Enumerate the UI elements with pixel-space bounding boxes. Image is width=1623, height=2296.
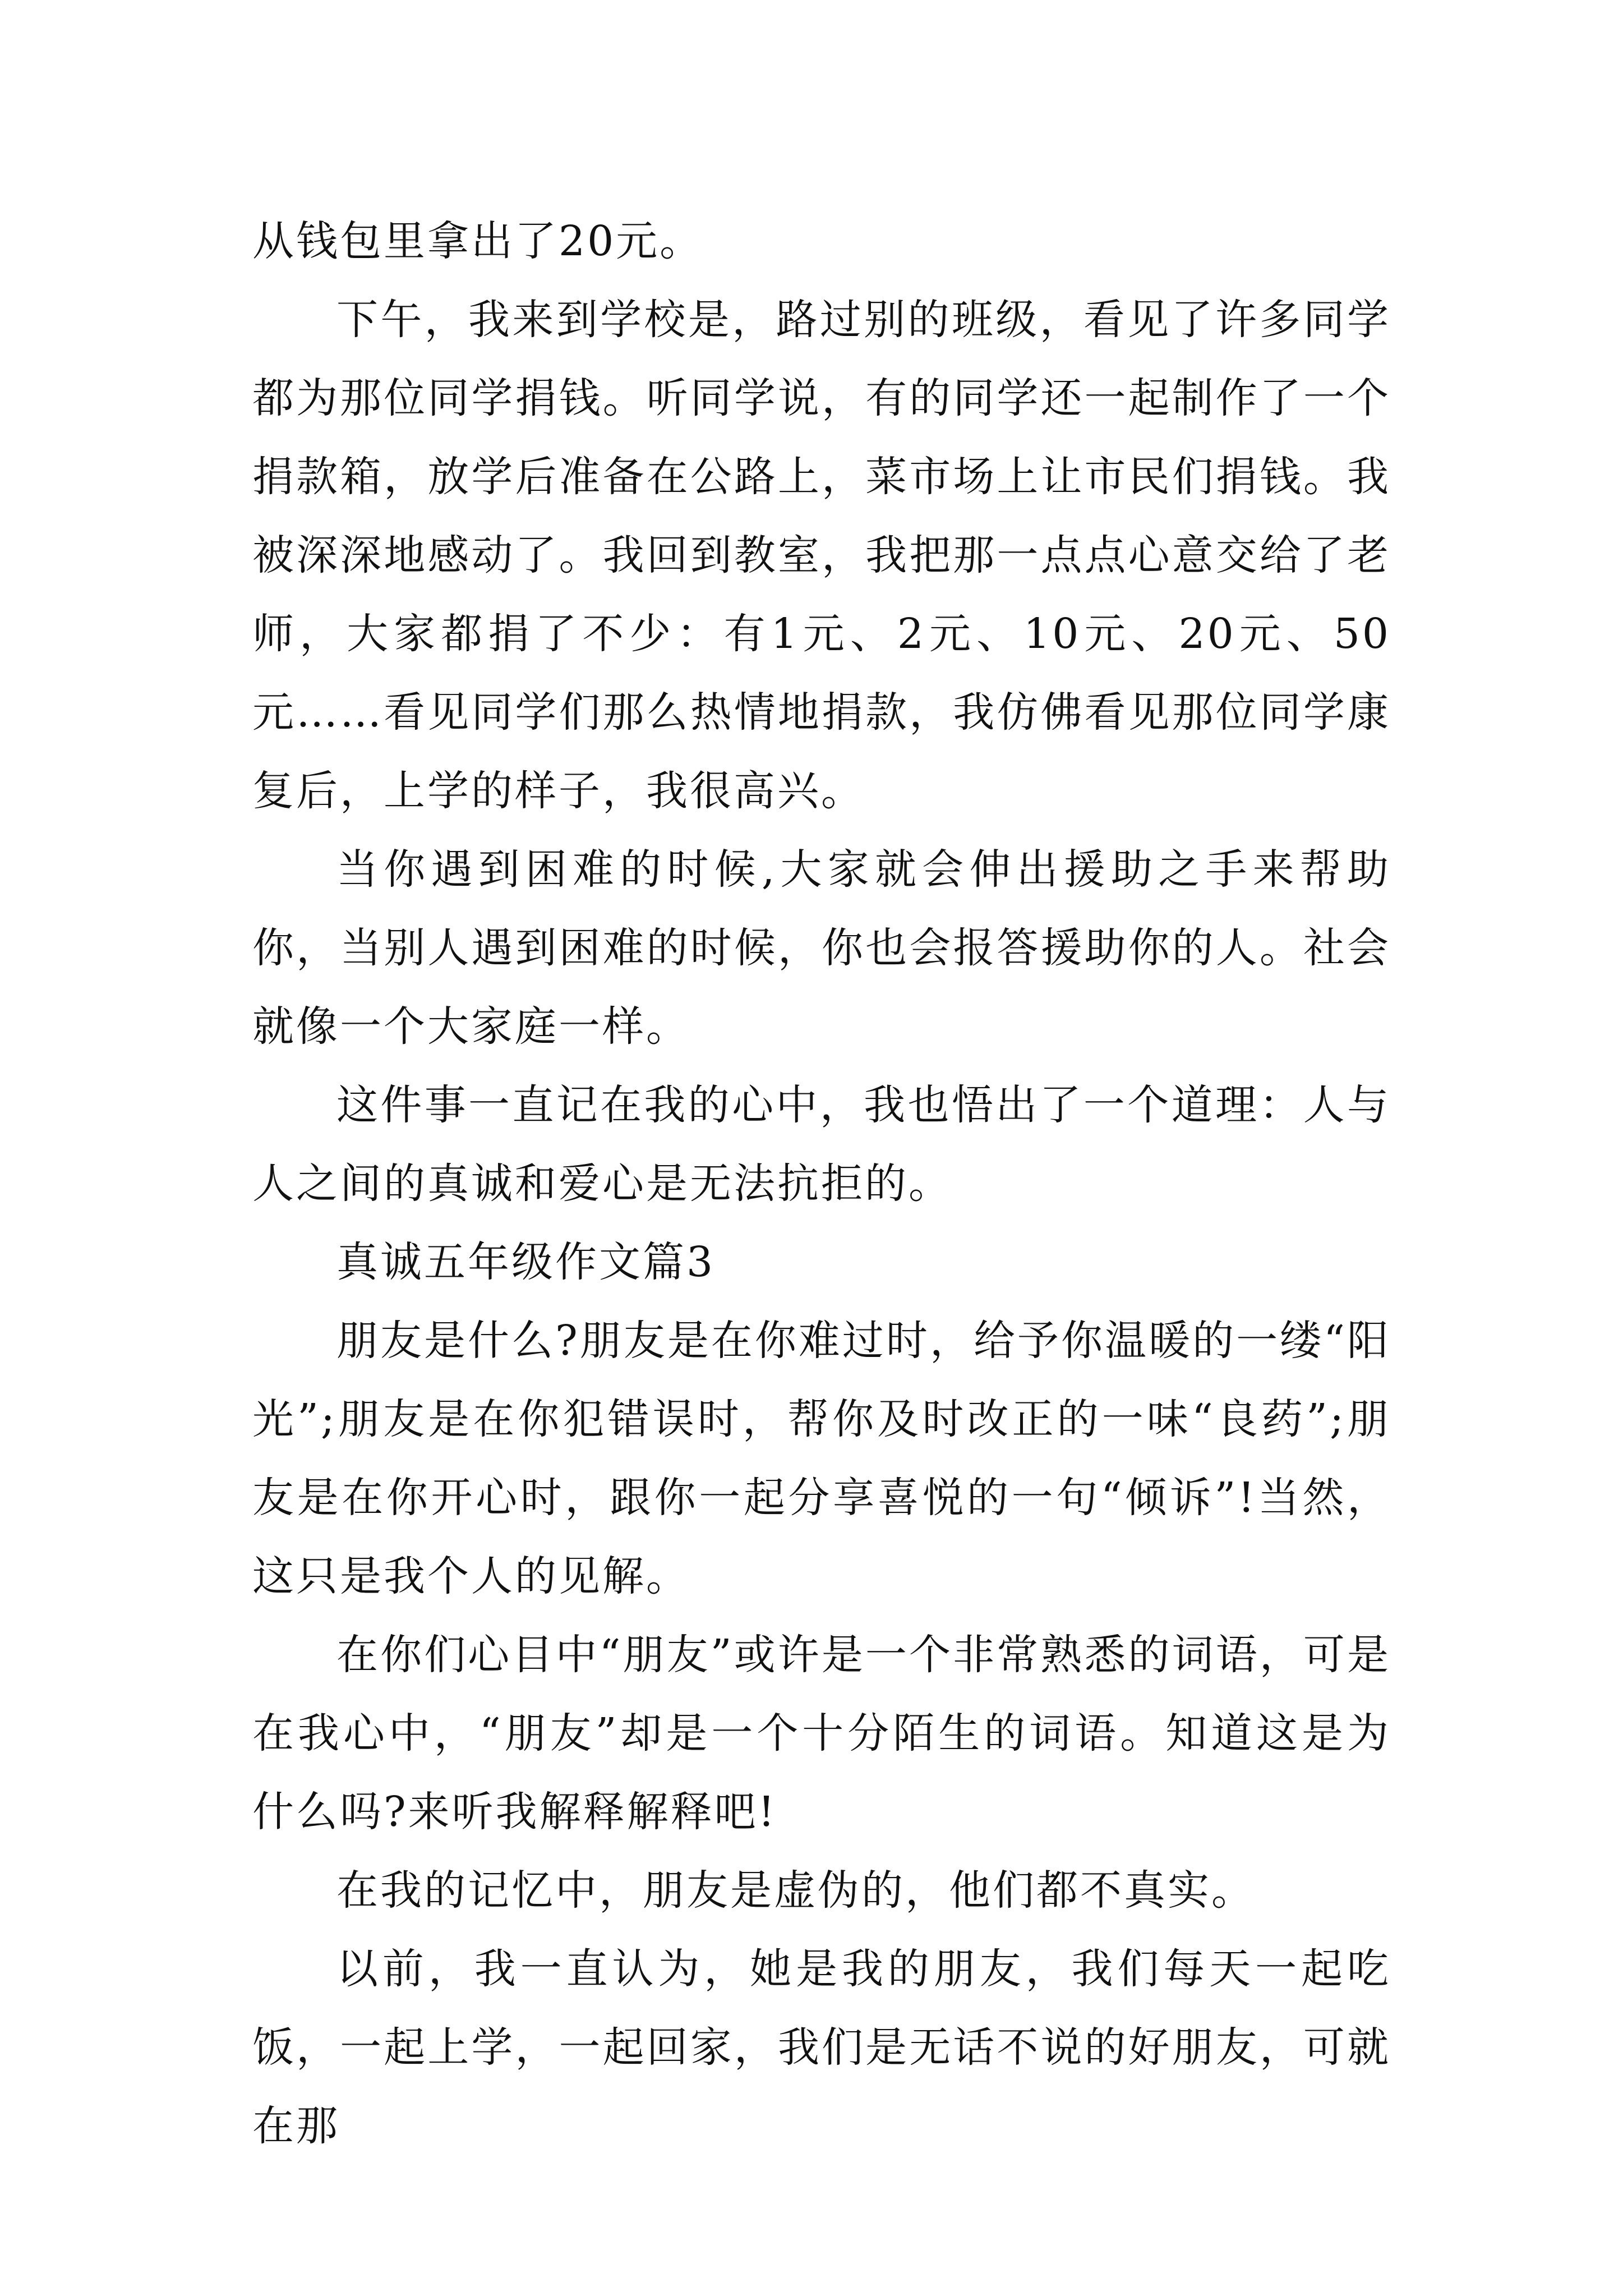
paragraph-3: 当你遇到困难的时候,大家就会伸出援助之手来帮助你，当别人遇到困难的时候，你也会报答援助你的人。社会就像一个大家庭一样。 [252, 845, 1391, 1051]
paragraph-1: 从钱包里拿出了20元。 [252, 217, 704, 265]
document-body [252, 202, 1391, 2165]
paragraph-7: 在你们心目中“朋友”或许是一个非常熟悉的词语，可是在我心中，“朋友”却是一个十分陌生的词语。知道这是为什么吗?来听我解释解释吧! [252, 1631, 1391, 1836]
paragraph-2: 下午，我来到学校是，路过别的班级，看见了许多同学都为那位同学捐钱。听同学说，有的同学还一起制作了一个捐款箱，放学后准备在公路上，菜市场上让市民们捐钱。我被深深地感动了。我回到教室，我把那一点点心意交给了老师，大家都捐了不少：有1元、2元、10元、20元、50元……看见同学们那么热情地捐款，我仿佛看见那位同学康复后，上学的样子，我很高兴。 [252, 296, 1391, 815]
section-heading: 真诚五年级作文篇3 [336, 1238, 716, 1286]
paragraph-8: 在我的记忆中，朋友是虚伪的，他们都不真实。 [336, 1866, 1255, 1915]
paragraph-4: 这件事一直记在我的心中，我也悟出了一个道理：人与人之间的真诚和爱心是无法抗拒的。 [252, 1081, 1391, 1208]
paragraph-6: 朋友是什么?朋友是在你难过时，给予你温暖的一缕“阳光”;朋友是在你犯错误时，帮你及时改正的一味“良药”;朋友是在你开心时，跟你一起分享喜悦的一句“倾诉”!当然，这只是我个人的见解。 [252, 1317, 1391, 1600]
paragraph-9: 以前，我一直认为，她是我的朋友，我们每天一起吃饭，一起上学，一起回家，我们是无话不说的好朋友，可就在那 [252, 1945, 1391, 2150]
